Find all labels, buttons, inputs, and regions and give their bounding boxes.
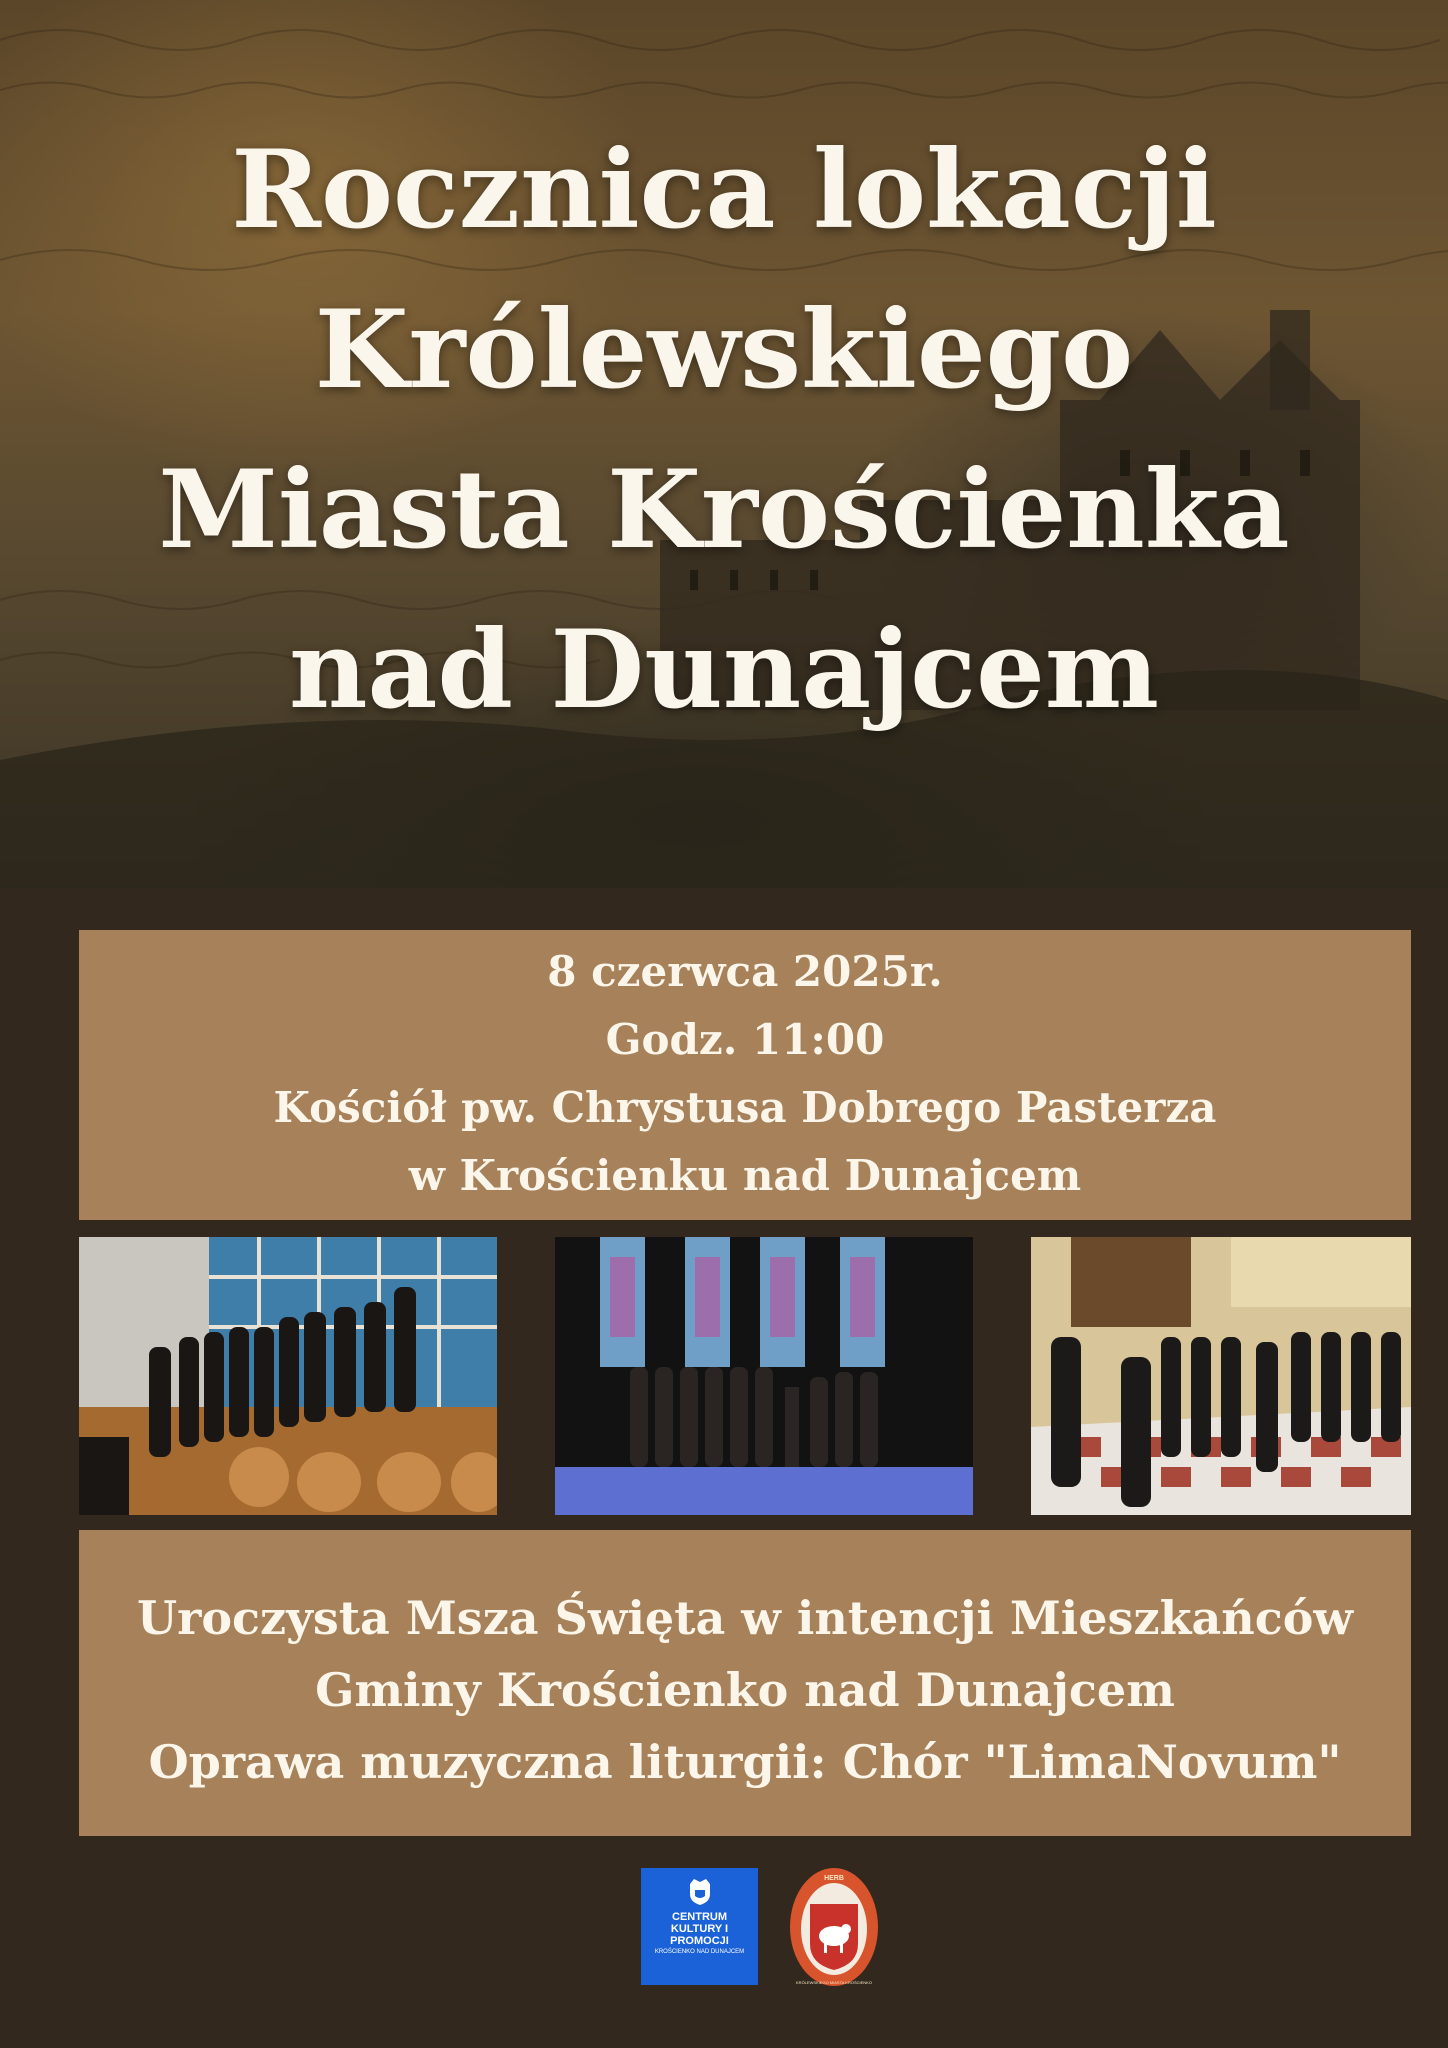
ckip-logo [641,1868,758,1985]
mass-line-2: Gminy Krościenko nad Dunajcem [315,1663,1175,1717]
choir-photo-1 [79,1237,497,1515]
herb-ring-text: KRÓLEWSKIEGO MIASTA KROŚCIENKO [796,1980,872,1985]
event-date: 8 czerwca 2025r. [547,947,943,996]
mass-line-3: Oprawa muzyczna liturgii: Chór "LimaNovum" [148,1735,1342,1789]
title-line-3: Miasta Krościenka [158,447,1290,573]
mass-info-band [79,1530,1411,1836]
ckip-line-1: CENTRUM [672,1911,727,1923]
mass-line-1: Uroczysta Msza Święta w intencji Mieszkańców [137,1591,1353,1645]
title-line-2: Królewskiego [314,287,1134,413]
ckip-line-2: KULTURY I PROMOCJI [670,1923,729,1947]
title-line-4: nad Dunajcem [288,607,1160,733]
herb-top-text: HERB [824,1875,844,1882]
choir-photo-3 [1031,1237,1411,1515]
choir-photo-2 [555,1237,973,1515]
crest-icon [687,1876,713,1906]
hero-banner [0,0,1448,888]
event-place-line-1: Kościół pw. Chrystusa Dobrego Pasterza [273,1083,1217,1132]
title-line-1: Rocznica lokacji [231,127,1217,253]
event-time: Godz. 11:00 [605,1015,885,1064]
town-coat-of-arms-logo [788,1866,880,1988]
poster-title [0,110,1448,750]
event-info-band [79,930,1411,1220]
ckip-line-3: KROŚCIENKO NAD DUNAJCEM [654,1949,745,1955]
event-place-line-2: w Krościenku nad Dunajcem [408,1151,1082,1200]
